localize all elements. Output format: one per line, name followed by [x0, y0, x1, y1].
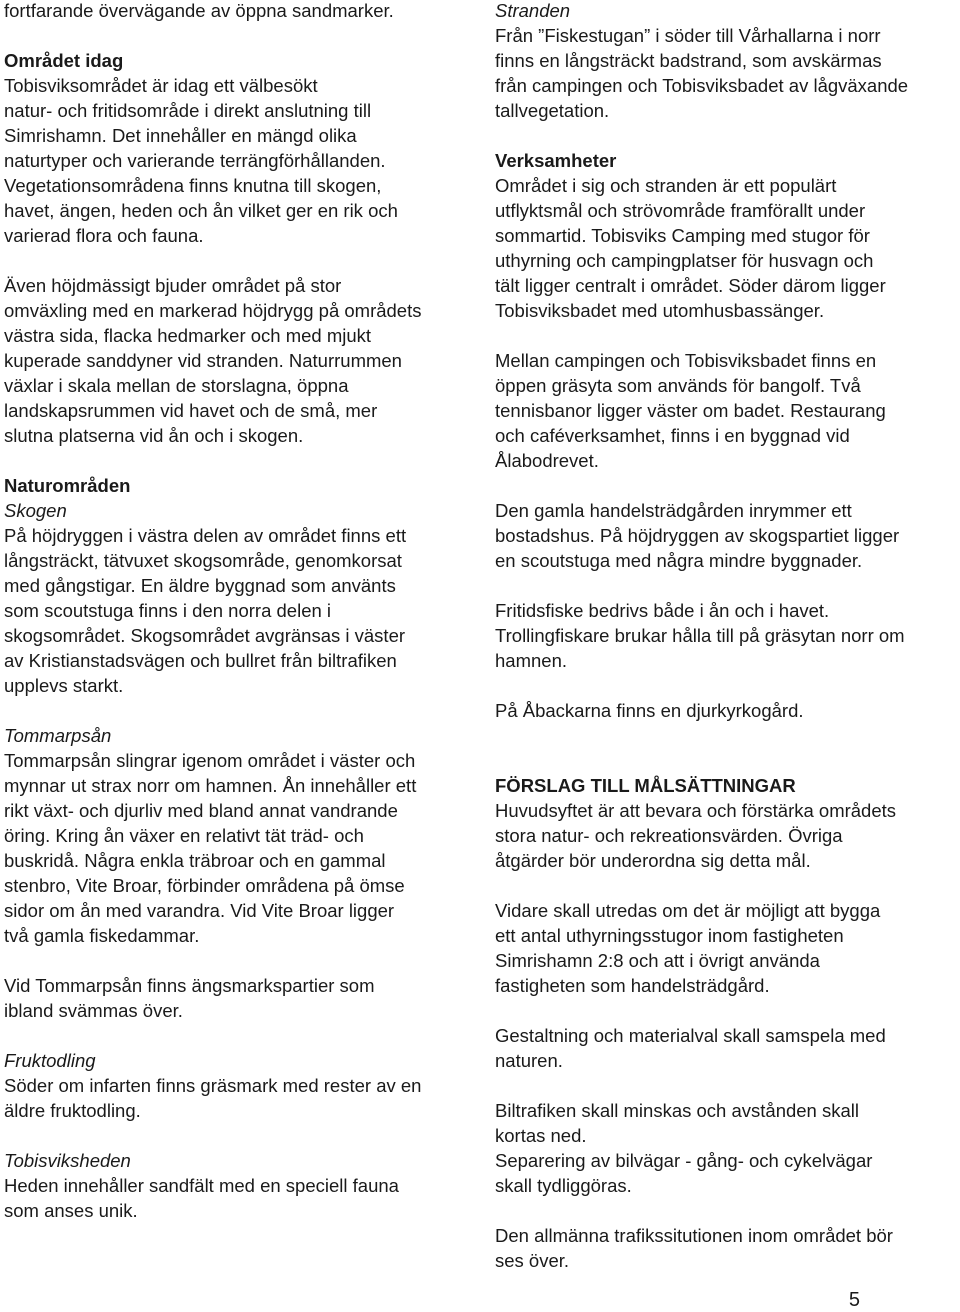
- body-paragraph: Från ”Fiskestugan” i söder till Vårhallarna i norr finns en långsträckt badstrand, som avskärmas från campingen och Tobisviksbadet av lågväxande tallvegetation.: [495, 25, 909, 121]
- heading-forslag: FÖRSLAG TILL MÅLSÄTTNINGAR: [495, 775, 796, 796]
- body-paragraph: Huvudsyftet är att bevara och förstärka områdets stora natur- och rekreationsvärden. Övriga åtgärder bör underordna sig detta mål.: [495, 800, 897, 871]
- body-paragraph: På Åbackarna finns en djurkyrkogård.: [495, 700, 804, 721]
- body-paragraph: Gestaltning och materialval skall samspela med naturen.: [495, 1025, 886, 1071]
- heading-verksamheter: Verksamheter: [495, 150, 617, 171]
- body-paragraph: Tobisviksområdet är idag ett välbesökt natur- och fritidsområde i direkt anslutning till Simrishamn. Det innehåller en mängd olika naturtyper och varierande terrängförhållanden. Vegetationsområdena finns knutna till skogen, havet, ängen, heden och ån vilket ger en rik och varierad flora och fauna.: [4, 75, 398, 246]
- intro-line: fortfarande övervägande av öppna sandmarker.: [4, 0, 394, 21]
- body-paragraph: Biltrafiken skall minskas och avstånden skall kortas ned. Separering av bilvägar - gång- och cykelvägar skall tydliggöras.: [495, 1100, 873, 1196]
- body-paragraph: Fritidsfiske bedrivs både i ån och i havet. Trollingfiskare brukar hålla till på gräsytan norr om hamnen.: [495, 600, 905, 671]
- body-paragraph: Vid Tommarpsån finns ängsmarkspartier som ibland svämmas över.: [4, 975, 375, 1021]
- left-column: [4, 0, 476, 1223]
- body-paragraph: På höjdryggen i västra delen av området finns ett långsträckt, tätvuxet skogsområde, genomkorsat med gångstigar. En äldre byggnad som använts som scoutstuga finns i den norra delen i skogsområdet. Skogsområdet avgränsas i väster av Kristianstadsvägen och bullret från biltrafiken upplevs starkt.: [4, 525, 407, 696]
- subheading-tobisviksheden: Tobisviksheden: [4, 1150, 131, 1171]
- body-paragraph: Området i sig och stranden är ett populärt utflyktsmål och strövområde framförallt under sommartid. Tobisviks Camping med stugor för uthyrning och campingplatser för husvagn och tält ligger centralt i området. Söder därom ligger Tobisviksbadet med utomhusbassänger.: [495, 175, 886, 321]
- body-paragraph: Heden innehåller sandfält med en speciell fauna som anses unik.: [4, 1175, 399, 1221]
- body-paragraph: Vidare skall utredas om det är möjligt att bygga ett antal uthyrningsstugor inom fastigheten Simrishamn 2:8 och att i övrigt använda fastigheten som handelsträdgård.: [495, 900, 881, 996]
- body-paragraph: Även höjdmässigt bjuder området på stor omväxling med en markerad höjdrygg på områdets västra sida, flacka hedmarker och med mjukt kuperade sanddyner vid stranden. Naturrummen växlar i skala mellan de storslagna, öppna landskapsrummen vid havet och de små, mer slutna platserna vid ån och i skogen.: [4, 275, 422, 446]
- body-paragraph: Tommarpsån slingrar igenom området i väster och mynnar ut strax norr om hamnen. Ån innehåller ett rikt växt- och djurliv med bland annat vandrande öring. Kring ån växer en relativt tät träd- och buskridå. Några enkla träbroar och en gammal stenbro, Vite Broar, förbinder områdena på ömse sidor om ån med varandra. Vid Vite Broar ligger två gamla fiskedammar.: [4, 750, 417, 946]
- right-column: [495, 0, 957, 1273]
- body-paragraph: Mellan campingen och Tobisviksbadet finns en öppen gräsyta som används för bangolf. Två tennisbanor ligger väster om badet. Restaurang och caféverksamhet, finns i en byggnad vid Ålabodrevet.: [495, 350, 886, 471]
- page-number: 5: [848, 1289, 860, 1311]
- subheading-tommarpsan: Tommarpsån: [4, 725, 112, 746]
- body-paragraph: Den gamla handelsträdgården inrymmer ett bostadshus. På höjdryggen av skogspartiet ligger en scoutstuga med några mindre byggnader.: [495, 500, 900, 571]
- heading-omradet-idag: Området idag: [4, 50, 124, 71]
- body-paragraph: Den allmänna trafikssitutionen inom området bör ses över.: [495, 1225, 893, 1271]
- subheading-fruktodling: Fruktodling: [4, 1050, 96, 1071]
- heading-naturomraden: Naturområden: [4, 475, 131, 496]
- body-paragraph: Söder om infarten finns gräsmark med rester av en äldre fruktodling.: [4, 1075, 422, 1121]
- subheading-stranden: Stranden: [495, 0, 571, 21]
- subheading-skogen: Skogen: [4, 500, 67, 521]
